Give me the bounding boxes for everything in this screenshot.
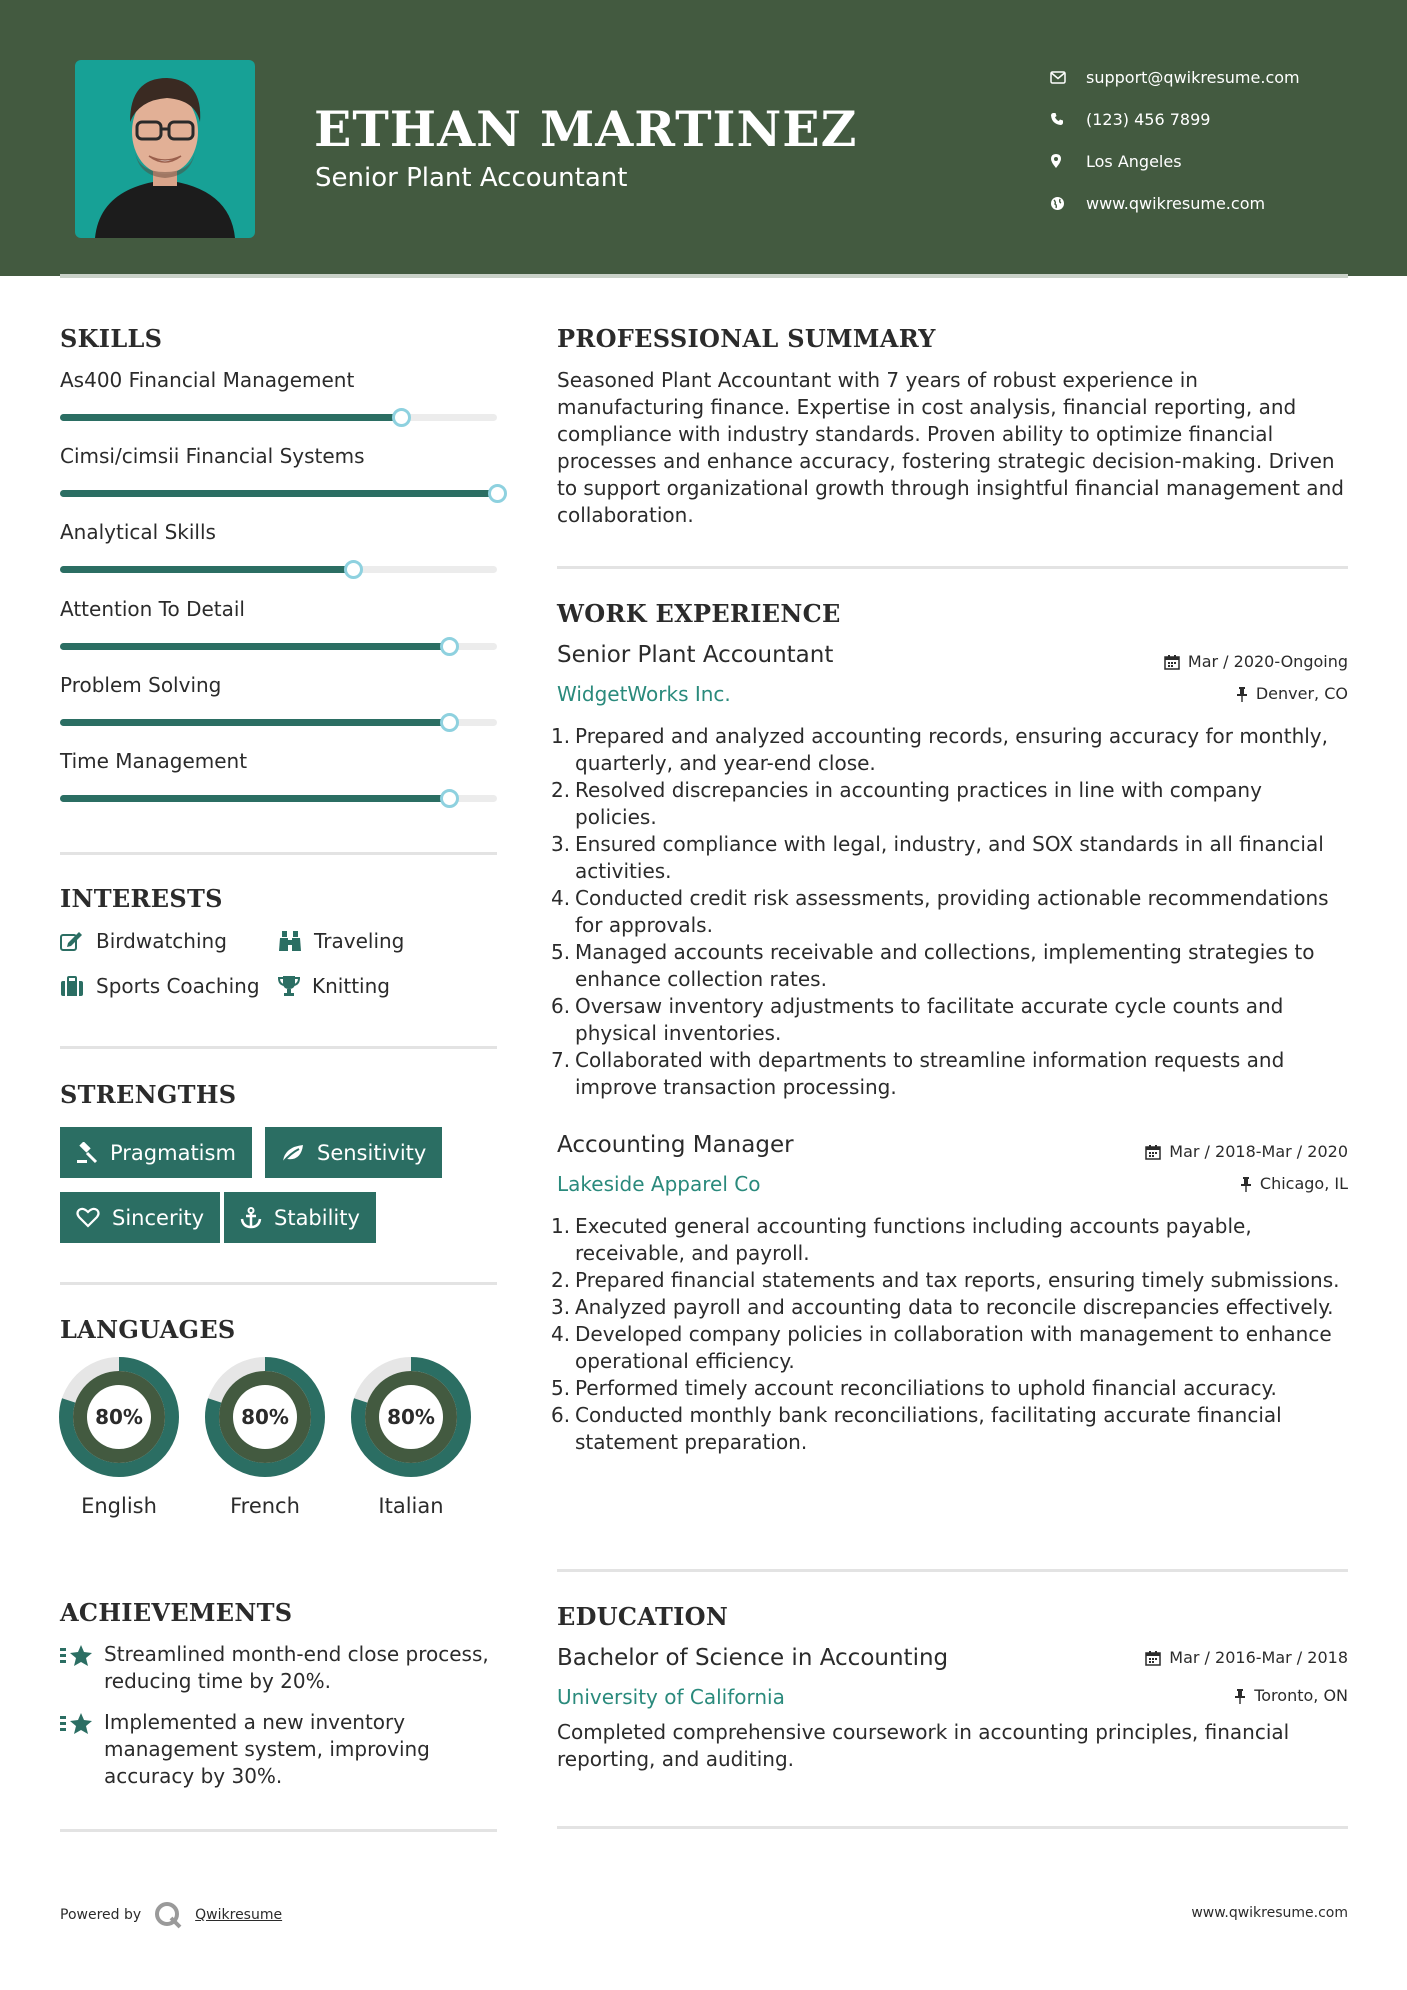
contact-email[interactable]: [1050, 56, 1300, 98]
pushpin-icon: [1234, 1688, 1246, 1704]
interest-item: [60, 929, 227, 953]
interest-label: Sports Coaching: [96, 974, 260, 998]
responsibility-text: Prepared and analyzed accounting records, ensuring accuracy for monthly, quarterly, and year-end close.: [575, 724, 1328, 775]
star-list-icon: [60, 1643, 94, 1669]
achievement-text: Streamlined month-end close process, reducing time by 20%.: [104, 1642, 489, 1693]
language-ring: [204, 1356, 326, 1478]
strength-badge: [265, 1127, 442, 1178]
interest-item: [60, 974, 260, 998]
interest-label: Traveling: [314, 929, 405, 953]
achievement-item: [60, 1709, 500, 1790]
skill-bar-knob: [440, 789, 459, 808]
achievements-heading: ACHIEVEMENTS: [60, 1598, 293, 1627]
responsibility-text: Prepared financial statements and tax reports, ensuring timely submissions.: [575, 1268, 1340, 1292]
skill-bar: [60, 566, 497, 573]
contact-location: [1050, 140, 1300, 182]
skill-label: Time Management: [60, 749, 248, 773]
skill-label: Attention To Detail: [60, 597, 245, 621]
skill-label: As400 Financial Management: [60, 368, 355, 392]
gavel-icon: [76, 1142, 98, 1164]
strength-label: Sensitivity: [317, 1140, 427, 1165]
education-school: University of California: [557, 1685, 785, 1709]
job-responsibilities: [551, 723, 1347, 1101]
responsibility-text: Conducted monthly bank reconciliations, facilitating accurate financial statement preparation.: [575, 1403, 1282, 1454]
contact-location-text: Los Angeles: [1086, 151, 1182, 171]
skill-bar: [60, 643, 497, 650]
education-location: [1234, 1686, 1348, 1705]
globe-icon: [1050, 196, 1086, 211]
job-dates: [1164, 652, 1348, 671]
language-name: English: [81, 1494, 157, 1518]
heart-icon: [76, 1207, 100, 1228]
interest-label: Knitting: [312, 974, 390, 998]
languages-heading: LANGUAGES: [60, 1315, 236, 1344]
section-divider: [60, 1046, 497, 1049]
contact-website-text: www.qwikresume.com: [1086, 193, 1266, 213]
skill-bar-knob: [344, 560, 363, 579]
strength-label: Stability: [274, 1205, 360, 1230]
qwikresume-logo-icon: [153, 1900, 183, 1930]
contact-list: [1050, 56, 1300, 224]
phone-icon: [1050, 112, 1086, 126]
contact-email-text: support@qwikresume.com: [1086, 67, 1300, 87]
header-divider: [60, 274, 1348, 278]
responsibility-item: 1. Prepared and analyzed accounting records, ensuring accuracy for monthly, quarterly, and year-end close.: [551, 724, 1328, 775]
skill-label: Problem Solving: [60, 673, 222, 697]
skill-bar-knob: [488, 484, 507, 503]
language-ring: [350, 1356, 472, 1478]
job-location: [1240, 1174, 1348, 1193]
responsibility-text: Managed accounts receivable and collections, implementing strategies to enhance collection rates.: [575, 940, 1315, 991]
responsibility-text: Executed general accounting functions including accounts payable, receivable, and payroll.: [575, 1214, 1252, 1265]
calendar-icon: [1145, 1144, 1161, 1160]
language-ring: [58, 1356, 180, 1478]
strength-label: Sincerity: [112, 1205, 205, 1230]
job-location-text: Chicago, IL: [1259, 1174, 1348, 1193]
responsibility-item: 5. Performed timely account reconciliations to uphold financial accuracy.: [551, 1376, 1277, 1400]
responsibility-item: 2. Prepared financial statements and tax reports, ensuring timely submissions.: [551, 1268, 1340, 1292]
skill-bar-fill: [60, 490, 497, 497]
section-divider: [557, 1569, 1348, 1572]
language-name: Italian: [378, 1494, 444, 1518]
strength-badge: [224, 1192, 376, 1243]
strength-badge: [60, 1192, 220, 1243]
section-divider: [60, 1829, 497, 1832]
education-heading: EDUCATION: [557, 1602, 729, 1631]
section-divider: [557, 1826, 1348, 1829]
briefcase-icon: [60, 976, 84, 996]
responsibility-item: 6. Conducted monthly bank reconciliations, facilitating accurate financial statement preparation.: [551, 1403, 1282, 1454]
responsibility-text: Oversaw inventory adjustments to facilitate accurate cycle counts and physical inventories.: [575, 994, 1284, 1045]
powered-by-label: Powered by: [60, 1907, 142, 1923]
job-company: WidgetWorks Inc.: [557, 682, 731, 706]
skill-bar-knob: [392, 408, 411, 427]
language-item: [350, 1356, 472, 1518]
education-location-text: Toronto, ON: [1254, 1686, 1348, 1705]
skill-bar: [60, 719, 497, 726]
star-list-icon: [60, 1711, 94, 1737]
skill-bar-fill: [60, 566, 353, 573]
responsibility-item: 7. Collaborated with departments to streamline information requests and improve transaction processing.: [551, 1048, 1285, 1099]
skills-heading: SKILLS: [60, 324, 163, 353]
responsibility-text: Conducted credit risk assessments, providing actionable recommendations for approvals.: [575, 886, 1329, 937]
contact-phone[interactable]: [1050, 98, 1300, 140]
skill-bar-fill: [60, 719, 449, 726]
skill-bar-knob: [440, 637, 459, 656]
skill-bar-fill: [60, 414, 401, 421]
education-degree: Bachelor of Science in Accounting: [557, 1645, 949, 1671]
binoculars-icon: [278, 930, 302, 952]
job-role: Accounting Manager: [557, 1132, 794, 1158]
trophy-icon: [278, 975, 300, 997]
job-location-text: Denver, CO: [1255, 684, 1348, 703]
skill-bar-knob: [440, 713, 459, 732]
responsibility-text: Resolved discrepancies in accounting practices in line with company policies.: [575, 778, 1262, 829]
job-location: [1236, 684, 1348, 703]
skill-bar: [60, 795, 497, 802]
responsibility-text: Developed company policies in collaboration with management to enhance operational efficiency.: [575, 1322, 1332, 1373]
summary-text: Seasoned Plant Accountant with 7 years of robust experience in manufacturing finance. Expertise in cost analysis, financial reporting, and compliance with industry standards. Proven ability to optimize financial processes and enhance accuracy, fostering strategic decision-making. Driven to support organizational growth through insightful financial management and collaboration.: [557, 368, 1344, 527]
strength-label: Pragmatism: [110, 1140, 236, 1165]
responsibility-text: Analyzed payroll and accounting data to reconcile discrepancies effectively.: [575, 1295, 1334, 1319]
responsibility-item: 3. Analyzed payroll and accounting data to reconcile discrepancies effectively.: [551, 1295, 1334, 1319]
pushpin-icon: [1236, 686, 1248, 702]
responsibility-item: 6. Oversaw inventory adjustments to facilitate accurate cycle counts and physical inventories.: [551, 994, 1284, 1045]
map-pin-icon: [1050, 153, 1086, 169]
responsibility-item: 5. Managed accounts receivable and collections, implementing strategies to enhance collection rates.: [551, 940, 1315, 991]
responsibility-item: 4. Conducted credit risk assessments, providing actionable recommendations for approvals.: [551, 886, 1329, 937]
candidate-title: Senior Plant Accountant: [315, 163, 628, 193]
strengths-heading: STRENGTHS: [60, 1080, 237, 1109]
section-divider: [60, 1282, 497, 1285]
job-company: Lakeside Apparel Co: [557, 1172, 761, 1196]
education-dates-text: Mar / 2016-Mar / 2018: [1169, 1648, 1348, 1667]
contact-phone-text: (123) 456 7899: [1086, 109, 1211, 129]
responsibility-item: 1. Executed general accounting functions including accounts payable, receivable, and payroll.: [551, 1214, 1252, 1265]
calendar-icon: [1145, 1650, 1161, 1666]
responsibility-text: Performed timely account reconciliations to uphold financial accuracy.: [575, 1376, 1277, 1400]
skill-bar-fill: [60, 795, 449, 802]
education-dates: [1145, 1648, 1348, 1667]
strength-badge: [60, 1127, 252, 1178]
pencil-square-icon: [60, 931, 84, 951]
achievement-text: Implemented a new inventory management system, improving accuracy by 30%.: [104, 1710, 430, 1788]
contact-website[interactable]: [1050, 182, 1300, 224]
profile-photo: [75, 60, 255, 238]
footer-powered-by: [60, 1900, 282, 1930]
interest-item: [278, 974, 390, 998]
job-responsibilities: [551, 1213, 1347, 1456]
interest-label: Birdwatching: [96, 929, 227, 953]
section-divider: [557, 566, 1348, 569]
language-percent: 80%: [95, 1405, 143, 1429]
job-dates-text: Mar / 2020-Ongoing: [1187, 652, 1348, 671]
responsibility-item: 3. Ensured compliance with legal, industry, and SOX standards in all financial activities.: [551, 832, 1324, 883]
responsibility-item: 2. Resolved discrepancies in accounting practices in line with company policies.: [551, 778, 1262, 829]
candidate-name: ETHAN MARTINEZ: [314, 100, 858, 158]
calendar-icon: [1164, 654, 1180, 670]
summary-heading: PROFESSIONAL SUMMARY: [557, 324, 936, 353]
skill-bar: [60, 490, 497, 497]
qwikresume-link[interactable]: Qwikresume: [195, 1907, 283, 1923]
pushpin-icon: [1240, 1176, 1252, 1192]
interests-heading: INTERESTS: [60, 884, 223, 913]
footer-website[interactable]: www.qwikresume.com: [1191, 1905, 1348, 1921]
language-item: [58, 1356, 180, 1518]
responsibility-item: 4. Developed company policies in collaboration with management to enhance operational efficiency.: [551, 1322, 1332, 1373]
skill-bar: [60, 414, 497, 421]
language-name: French: [230, 1494, 300, 1518]
leaf-icon: [281, 1143, 305, 1163]
language-percent: 80%: [241, 1405, 289, 1429]
responsibility-text: Collaborated with departments to streamline information requests and improve transaction processing.: [575, 1048, 1285, 1099]
education-description: Completed comprehensive coursework in accounting principles, financial reporting, and auditing.: [557, 1720, 1290, 1771]
job-role: Senior Plant Accountant: [557, 642, 834, 668]
achievement-item: [60, 1641, 500, 1695]
job-dates: [1145, 1142, 1348, 1161]
skill-label: Analytical Skills: [60, 520, 216, 544]
section-divider: [60, 852, 497, 855]
language-item: [204, 1356, 326, 1518]
envelope-icon: [1050, 71, 1086, 84]
responsibility-text: Ensured compliance with legal, industry, and SOX standards in all financial activities.: [575, 832, 1324, 883]
experience-heading: WORK EXPERIENCE: [557, 599, 841, 628]
interest-item: [278, 929, 404, 953]
skill-label: Cimsi/cimsii Financial Systems: [60, 444, 365, 468]
job-dates-text: Mar / 2018-Mar / 2020: [1169, 1142, 1348, 1161]
language-percent: 80%: [387, 1405, 435, 1429]
anchor-icon: [240, 1207, 262, 1229]
skill-bar-fill: [60, 643, 449, 650]
